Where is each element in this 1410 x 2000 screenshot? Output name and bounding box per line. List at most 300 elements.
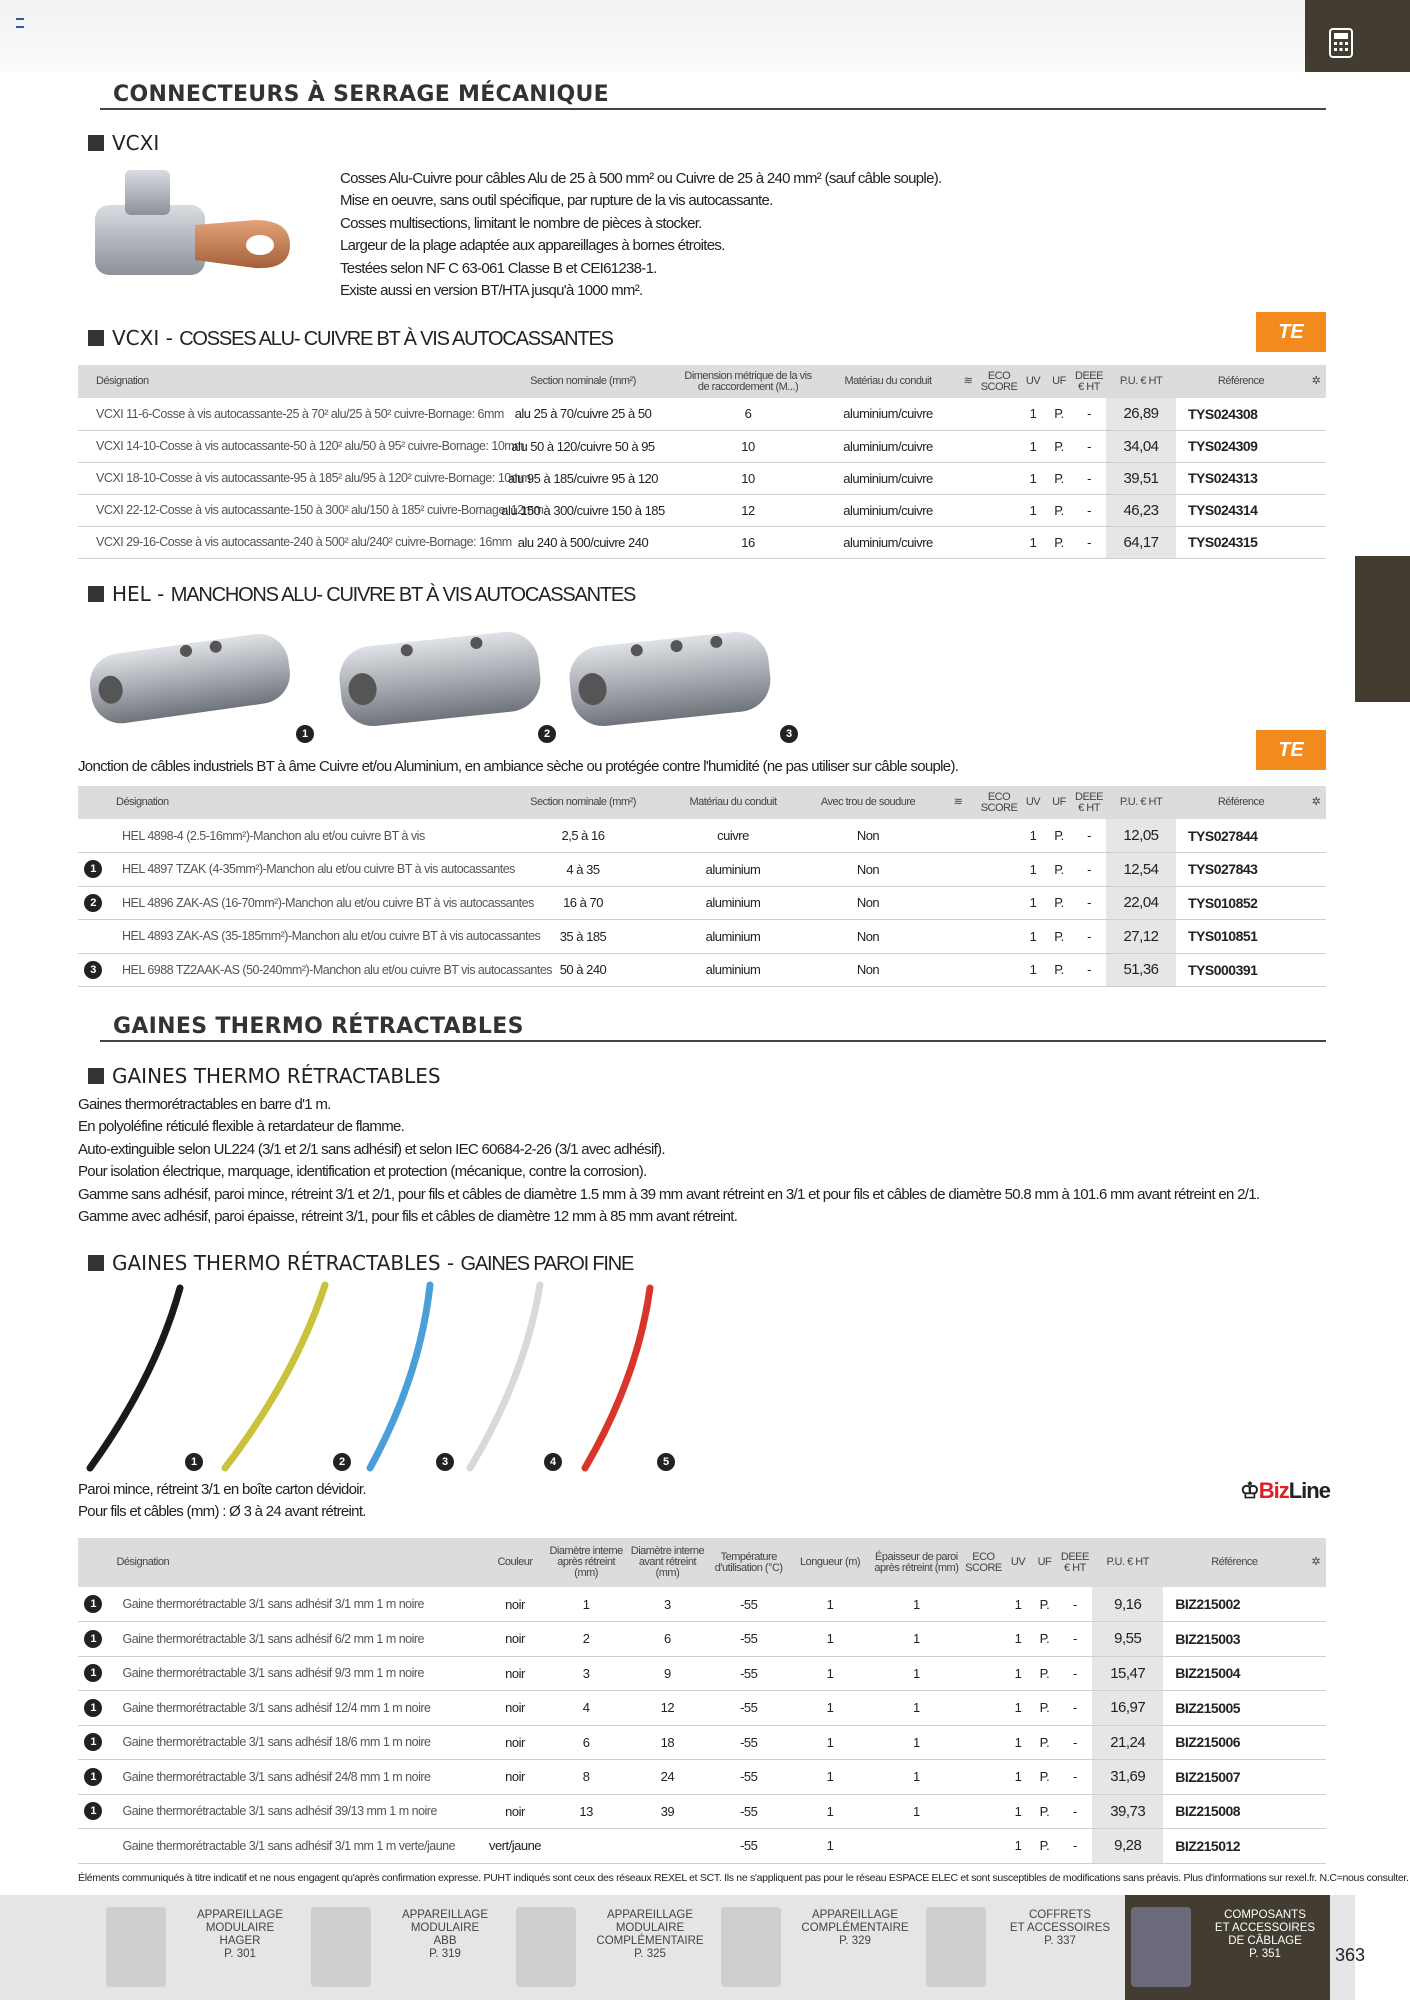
cell-deee: - (1072, 462, 1106, 494)
cell-action (1306, 1760, 1326, 1795)
category-label-line: ET ACCESSOIRES (1009, 1922, 1111, 1934)
cell-deee: - (1058, 1656, 1093, 1691)
gear-icon[interactable]: ✲ (1306, 786, 1326, 819)
cell-uv: 1 (1005, 1829, 1031, 1864)
cell-eco (978, 886, 1020, 920)
cell-reference: TYS024315 (1176, 526, 1306, 558)
cell-price: 22,04 (1106, 886, 1176, 920)
vcxi-table-heading (88, 326, 613, 351)
cell-materiau: aluminium/cuivre (818, 526, 958, 558)
cell-action (1306, 462, 1326, 494)
category-label-line: COMPLÉMENTAIRE (801, 1922, 909, 1934)
cell-designation: VCXI 22-12-Cosse à vis autocassante-150 à 300² alu/150 à 185² cuivre-Bornage: 12mm (78, 494, 488, 526)
cell-eco (978, 920, 1020, 954)
table-row[interactable] (78, 1587, 1326, 1622)
cell-epaisseur (871, 1829, 962, 1864)
cell-section: 4 à 35 (498, 853, 668, 887)
cell-temp: -55 (708, 1829, 789, 1864)
cell-uf: P. (1046, 886, 1072, 920)
cell-deee: - (1072, 819, 1106, 853)
cell-section: 35 à 185 (498, 920, 668, 954)
cell-uv: 1 (1020, 886, 1046, 920)
cell-deee: - (1072, 853, 1106, 887)
cell-uv: 1 (1020, 430, 1046, 462)
cell-price: 15,47 (1092, 1656, 1163, 1691)
wifi-icon: ≋ (958, 365, 978, 398)
table-row[interactable] (78, 1725, 1326, 1760)
col-designation: Désignation (108, 1538, 484, 1587)
category-label-line: HAGER (219, 1935, 261, 1947)
cell-dimension: 10 (678, 462, 818, 494)
row-number (78, 920, 108, 954)
top-bar (0, 0, 1305, 72)
cell-reference: BIZ215008 (1163, 1794, 1305, 1829)
cell-materiau: aluminium (668, 853, 798, 887)
row-number-badge: 3 (84, 961, 102, 979)
category-link[interactable] (305, 1895, 510, 2000)
col-section: Section nominale (mm²) (488, 365, 678, 398)
hel-table (78, 786, 1326, 987)
bullet-square (88, 1068, 104, 1084)
cell-action (1306, 1656, 1326, 1691)
bullet-square (88, 135, 104, 151)
heat-shrink-tube (370, 1285, 430, 1468)
cell-epaisseur: 1 (871, 1794, 962, 1829)
cell-eco (978, 430, 1020, 462)
table-row[interactable] (78, 1691, 1326, 1726)
vcxi-desc-line: Mise en oeuvre, sans outil spécifique, par rupture de la vis autocassante. (340, 192, 773, 210)
cell-materiau: aluminium (668, 920, 798, 954)
cell-eco (962, 1760, 1005, 1795)
col-dimension: Dimension métrique de la vis de raccordement (M...) (678, 365, 818, 398)
col-uv: UV (1005, 1538, 1031, 1587)
category-label (1205, 1909, 1325, 1961)
bizline-crown-icon: ♔ (1240, 1478, 1259, 1503)
col-uf: UF (1046, 786, 1072, 819)
row-number (78, 1760, 108, 1795)
category-label (385, 1909, 505, 1961)
cell-designation: Gaine thermorétractable 3/1 sans adhésif 9/3 mm 1 m noire (108, 1656, 484, 1691)
cell-uf: P. (1046, 853, 1072, 887)
gear-icon[interactable]: ✲ (1306, 1538, 1326, 1587)
cell-di-apres (545, 1829, 626, 1864)
cell-price: 34,04 (1106, 430, 1176, 462)
cell-di-avant: 3 (627, 1587, 708, 1622)
cell-reference: BIZ215003 (1163, 1622, 1305, 1657)
cell-reference: BIZ215006 (1163, 1725, 1305, 1760)
cell-couleur: noir (485, 1656, 546, 1691)
cell-di-apres: 1 (545, 1587, 626, 1622)
cell-longueur: 1 (789, 1587, 870, 1622)
cell-deee: - (1072, 526, 1106, 558)
cell-deee: - (1058, 1622, 1093, 1657)
category-thumbnail-icon (1131, 1907, 1191, 1987)
cell-uf: P. (1046, 398, 1072, 430)
table-row[interactable] (78, 526, 1326, 558)
cell-longueur: 1 (789, 1656, 870, 1691)
cell-action (1306, 953, 1326, 987)
menu-icon[interactable] (16, 18, 24, 28)
row-number-badge: 1 (84, 860, 102, 878)
cell-uv: 1 (1020, 494, 1046, 526)
table-row[interactable] (78, 1656, 1326, 1691)
table-row[interactable] (78, 819, 1326, 853)
cell-couleur: noir (485, 1794, 546, 1829)
fine-heading (88, 1251, 633, 1276)
cell-price: 12,05 (1106, 819, 1176, 853)
table-header (78, 1538, 1326, 1587)
cell-dimension: 16 (678, 526, 818, 558)
cell-price: 31,69 (1092, 1760, 1163, 1795)
cell-di-avant: 24 (627, 1760, 708, 1795)
cell-uv: 1 (1020, 819, 1046, 853)
cell-action (1306, 886, 1326, 920)
col-epaisseur: Épaisseur de paroi après rétreint (mm) (871, 1538, 962, 1587)
table-row[interactable] (78, 853, 1326, 887)
table-row[interactable] (78, 430, 1326, 462)
cell-couleur: noir (485, 1725, 546, 1760)
section-title-gaines: GAINES THERMO RÉTRACTABLES (113, 1014, 524, 1039)
cell-epaisseur: 1 (871, 1691, 962, 1726)
cell-di-apres: 2 (545, 1622, 626, 1657)
col-section: Section nominale (mm²) (498, 786, 668, 819)
cell-eco (962, 1587, 1005, 1622)
cell-action (1306, 1587, 1326, 1622)
col-ref: Référence (1176, 786, 1306, 819)
cell-materiau: cuivre (668, 819, 798, 853)
heat-shrink-tubes-image (80, 1280, 680, 1475)
image-label-badge: 3 (780, 725, 798, 743)
side-chapter-tab[interactable] (1355, 556, 1410, 702)
cell-reference: TYS024314 (1176, 494, 1306, 526)
cell-designation: VCXI 18-10-Cosse à vis autocassante-95 à 185² alu/95 à 120² cuivre-Bornage: 10mm (78, 462, 488, 494)
row-number (78, 853, 108, 887)
cell-di-avant: 12 (627, 1691, 708, 1726)
cell-deee: - (1072, 494, 1106, 526)
cell-eco (978, 819, 1020, 853)
cell-uf: P. (1046, 953, 1072, 987)
cell-materiau: aluminium (668, 886, 798, 920)
cell-reference: TYS024308 (1176, 398, 1306, 430)
col-uf: UF (1031, 1538, 1057, 1587)
table-row[interactable] (78, 398, 1326, 430)
cell-uv: 1 (1005, 1760, 1031, 1795)
cell-temp: -55 (708, 1691, 789, 1726)
category-label-line: P. 325 (634, 1948, 666, 1960)
table-row[interactable] (78, 1794, 1326, 1829)
category-label (180, 1909, 300, 1961)
fine-table (78, 1538, 1326, 1864)
table-row[interactable] (78, 462, 1326, 494)
cell-di-avant: 18 (627, 1725, 708, 1760)
image-label-badge: 3 (436, 1453, 454, 1471)
cell-di-avant (627, 1829, 708, 1864)
category-thumbnail-icon (721, 1907, 781, 1987)
row-number (78, 1794, 108, 1829)
category-link[interactable] (510, 1895, 715, 2000)
row-number-badge: 1 (84, 1630, 102, 1648)
cell-dimension: 6 (678, 398, 818, 430)
cell-wifi (958, 462, 978, 494)
vcxi-desc-line: Testées selon NF C 63-061 Classe B et CEI61238-1. (340, 259, 657, 277)
col-eco: ECO SCORE (962, 1538, 1005, 1587)
row-number-badge: 1 (84, 1768, 102, 1786)
te-logo: TE (1256, 312, 1326, 352)
cell-longueur: 1 (789, 1725, 870, 1760)
vcxi-title: VCXI (112, 131, 160, 155)
cell-action (1306, 430, 1326, 462)
fine-desc-line: Pour fils et câbles (mm) : Ø 3 à 24 avant rétreint. (78, 1503, 366, 1521)
vcxi-table-title-a: VCXI - (112, 326, 180, 350)
col-deee: DEEE € HT (1072, 786, 1106, 819)
col-soudure: Avec trou de soudure (798, 786, 938, 819)
row-number (78, 1622, 108, 1657)
cell-action (1306, 920, 1326, 954)
page-number: 363 (1335, 1945, 1366, 1965)
cell-eco (978, 853, 1020, 887)
category-label-line: P. 301 (224, 1948, 256, 1960)
cell-designation: Gaine thermorétractable 3/1 sans adhésif 18/6 mm 1 m noire (108, 1725, 484, 1760)
cell-action (1306, 494, 1326, 526)
cell-materiau: aluminium/cuivre (818, 398, 958, 430)
cell-reference: TYS000391 (1176, 953, 1306, 987)
cell-uv: 1 (1020, 953, 1046, 987)
cell-uv: 1 (1020, 398, 1046, 430)
cell-epaisseur: 1 (871, 1622, 962, 1657)
bullet-square (88, 330, 104, 346)
cell-price: 46,23 (1106, 494, 1176, 526)
cell-designation: HEL 4893 ZAK-AS (35-185mm²)-Manchon alu et/ou cuivre BT à vis autocassantes (108, 920, 498, 954)
cell-couleur: noir (485, 1587, 546, 1622)
wifi-icon: ≋ (938, 786, 978, 819)
row-number (78, 953, 108, 987)
catalog-tab[interactable] (1305, 0, 1410, 72)
category-label-line: P. 329 (839, 1935, 871, 1947)
cell-materiau: aluminium (668, 953, 798, 987)
cell-section: alu 25 à 70/cuivre 25 à 50 (488, 398, 678, 430)
table-row[interactable] (78, 1622, 1326, 1657)
gear-icon[interactable]: ✲ (1306, 365, 1326, 398)
category-label-line: COMPLÉMENTAIRE (596, 1935, 704, 1947)
cell-price: 9,28 (1092, 1829, 1163, 1864)
table-row[interactable] (78, 1760, 1326, 1795)
cell-uv: 1 (1005, 1656, 1031, 1691)
cell-designation: HEL 4898-4 (2.5-16mm²)-Manchon alu et/ou cuivre BT à vis (108, 819, 498, 853)
category-label-line: MODULAIRE (205, 1922, 275, 1934)
vcxi-heading (88, 131, 159, 155)
col-designation: Désignation (108, 786, 498, 819)
cell-action (1306, 1622, 1326, 1657)
cell-uv: 1 (1005, 1725, 1031, 1760)
hel-sleeves-image (80, 620, 800, 750)
cell-action (1306, 1829, 1326, 1864)
cell-section: 50 à 240 (498, 953, 668, 987)
cell-reference: TYS010852 (1176, 886, 1306, 920)
heat-shrink-tube (470, 1285, 540, 1468)
cell-di-apres: 6 (545, 1725, 626, 1760)
section-rule (100, 1040, 1326, 1042)
cell-di-avant: 39 (627, 1794, 708, 1829)
cell-designation: VCXI 14-10-Cosse à vis autocassante-50 à 120² alu/50 à 95² cuivre-Bornage: 10mm (78, 430, 488, 462)
cell-section: alu 150 à 300/cuivre 150 à 185 (488, 494, 678, 526)
cell-epaisseur: 1 (871, 1725, 962, 1760)
cell-eco (962, 1622, 1005, 1657)
hel-description: Jonction de câbles industriels BT à âme Cuivre et/ou Aluminium, en ambiance sèche ou protégée contre l'humidité (ne pas utiliser sur câble souple). (78, 758, 959, 775)
image-label-badge: 2 (538, 725, 556, 743)
col-materiau: Matériau du conduit (668, 786, 798, 819)
cell-price: 27,12 (1106, 920, 1176, 954)
hel-title-b: MANCHONS ALU- CUIVRE BT À VIS AUTOCASSANTES (170, 584, 636, 606)
category-link[interactable] (1125, 1895, 1330, 2000)
vcxi-desc-line: Cosses Alu-Cuivre pour câbles Alu de 25 à 500 mm² ou Cuivre de 25 à 240 mm² (sauf câble souple). (340, 170, 942, 187)
cell-designation: HEL 6988 TZ2AAK-AS (50-240mm²)-Manchon alu et/ou cuivre BT vis autocassantes (108, 953, 498, 987)
fine-description (78, 1479, 366, 1524)
gaines-desc-line: Gamme sans adhésif, paroi mince, rétreint 3/1 et 2/1, pour fils et câbles de diamètre 1.5 mm à 39 mm avant rétreint en 3/1 et pour fils et câbles de diamètre 50.8 mm à 101.6 mm avant rétreint en 2/1. (78, 1185, 1260, 1203)
table-row[interactable] (78, 953, 1326, 987)
bullet-square (88, 1255, 104, 1271)
table-row[interactable] (78, 494, 1326, 526)
cell-couleur: noir (485, 1622, 546, 1657)
heat-shrink-tube (90, 1288, 180, 1468)
category-label (590, 1909, 710, 1961)
category-label-line: ET ACCESSOIRES (1214, 1922, 1316, 1934)
category-thumbnail-icon (516, 1907, 576, 1987)
cell-temp: -55 (708, 1622, 789, 1657)
cell-longueur: 1 (789, 1622, 870, 1657)
row-number-badge: 1 (84, 1699, 102, 1717)
category-thumbnail-icon (311, 1907, 371, 1987)
cell-section: alu 240 à 500/cuivre 240 (488, 526, 678, 558)
hel-title-a: HEL - (112, 582, 171, 606)
cell-eco (978, 398, 1020, 430)
image-label-badge: 2 (333, 1453, 351, 1471)
cell-section: alu 50 à 120/cuivre 50 à 95 (488, 430, 678, 462)
cell-wifi (938, 886, 978, 920)
footer-disclaimer: Éléments communiqués à titre indicatif et ne nous engagent qu'après confirmation expresse. PUHT indiqués sont ceux des réseaux REXEL et SCT. Ils ne s'appliquent pas pour le réseau ESPACE ELEC et sont susceptibles de modifications sans préavis. Plus d'informations sur rexel.fr. N.C=nous consulter. (78, 1872, 1409, 1884)
cell-uv: 1 (1005, 1794, 1031, 1829)
cell-uf: P. (1031, 1622, 1057, 1657)
cell-reference: BIZ215005 (1163, 1691, 1305, 1726)
cell-couleur: noir (485, 1760, 546, 1795)
col-di-apres: Diamètre interne après rétreint (mm) (545, 1538, 626, 1587)
cell-eco (962, 1656, 1005, 1691)
cell-action (1306, 1691, 1326, 1726)
row-number (78, 1691, 108, 1726)
cell-deee: - (1058, 1691, 1093, 1726)
cell-epaisseur: 1 (871, 1760, 962, 1795)
cell-longueur: 1 (789, 1691, 870, 1726)
cell-eco (962, 1691, 1005, 1726)
image-label-badge: 4 (544, 1453, 562, 1471)
cell-eco (978, 953, 1020, 987)
cell-designation: Gaine thermorétractable 3/1 sans adhésif 24/8 mm 1 m noire (108, 1760, 484, 1795)
category-label-line: P. 337 (1044, 1935, 1076, 1947)
section-title-connecteurs: CONNECTEURS À SERRAGE MÉCANIQUE (113, 82, 609, 107)
cell-di-apres: 8 (545, 1760, 626, 1795)
cell-reference: TYS027844 (1176, 819, 1306, 853)
cell-dimension: 10 (678, 430, 818, 462)
cell-action (1306, 1794, 1326, 1829)
cell-uf: P. (1031, 1587, 1057, 1622)
vcxi-table (78, 365, 1326, 559)
cell-price: 21,24 (1092, 1725, 1163, 1760)
cell-action (1306, 398, 1326, 430)
col-deee: DEEE € HT (1072, 365, 1106, 398)
row-number-badge: 1 (84, 1733, 102, 1751)
col-eco: ECO SCORE (978, 365, 1020, 398)
gaines-desc-line: Gaines thermorétractables en barre d'1 m. (78, 1096, 331, 1113)
cell-temp: -55 (708, 1760, 789, 1795)
cell-soudure: Non (798, 953, 938, 987)
cell-designation: VCXI 29-16-Cosse à vis autocassante-240 à 500² alu/240² cuivre-Bornage: 16mm (78, 526, 488, 558)
cell-uv: 1 (1005, 1691, 1031, 1726)
cell-action (1306, 853, 1326, 887)
category-label-line: COFFRETS (1029, 1909, 1091, 1921)
cell-action (1306, 1725, 1326, 1760)
cell-price: 9,16 (1092, 1587, 1163, 1622)
col-longueur: Longueur (m) (789, 1538, 870, 1587)
cell-uf: P. (1046, 462, 1072, 494)
category-label-line: MODULAIRE (615, 1922, 685, 1934)
cell-dimension: 12 (678, 494, 818, 526)
row-number (78, 1656, 108, 1691)
col-uv: UV (1020, 365, 1046, 398)
category-link[interactable] (920, 1895, 1125, 2000)
bizline-logo-a: Biz (1258, 1478, 1289, 1503)
category-label (795, 1909, 915, 1948)
table-row[interactable] (78, 920, 1326, 954)
cell-designation: HEL 4896 ZAK-AS (16-70mm²)-Manchon alu et/ou cuivre BT à vis autocassantes (108, 886, 498, 920)
cell-reference: BIZ215012 (1163, 1829, 1305, 1864)
cell-designation: Gaine thermorétractable 3/1 sans adhésif 6/2 mm 1 m noire (108, 1622, 484, 1657)
te-logo: TE (1256, 730, 1326, 770)
section-rule (100, 108, 1326, 110)
cell-reference: TYS010851 (1176, 920, 1306, 954)
cell-uv: 1 (1020, 920, 1046, 954)
cell-couleur: vert/jaune (485, 1829, 546, 1864)
cell-uv: 1 (1005, 1622, 1031, 1657)
category-label (1000, 1909, 1120, 1948)
category-label-line: APPAREILLAGE (606, 1909, 694, 1921)
gaines-heading (88, 1064, 441, 1088)
cell-reference: TYS024309 (1176, 430, 1306, 462)
table-row[interactable] (78, 886, 1326, 920)
vcxi-desc-line: Existe aussi en version BT/HTA jusqu'à 1000 mm². (340, 282, 643, 300)
row-number-badge: 1 (84, 1595, 102, 1613)
col-couleur: Couleur (485, 1538, 546, 1587)
category-link[interactable] (100, 1895, 305, 2000)
cell-temp: -55 (708, 1656, 789, 1691)
cell-uf: P. (1046, 920, 1072, 954)
cell-designation: Gaine thermorétractable 3/1 sans adhésif 12/4 mm 1 m noire (108, 1691, 484, 1726)
row-number (78, 1587, 108, 1622)
category-link[interactable] (715, 1895, 920, 2000)
col-di-avant: Diamètre interne avant rétreint (mm) (627, 1538, 708, 1587)
cell-epaisseur: 1 (871, 1587, 962, 1622)
cell-wifi (938, 920, 978, 954)
heat-shrink-tube (585, 1288, 650, 1468)
cell-uf: P. (1046, 430, 1072, 462)
cell-temp: -55 (708, 1794, 789, 1829)
cell-price: 12,54 (1106, 853, 1176, 887)
cell-soudure: Non (798, 886, 938, 920)
vcxi-table-title-b: COSSES ALU- CUIVRE BT À VIS AUTOCASSANTES (179, 328, 613, 350)
bullet-square (88, 586, 104, 602)
cell-eco (962, 1794, 1005, 1829)
table-row[interactable] (78, 1829, 1326, 1864)
cell-deee: - (1072, 920, 1106, 954)
cell-uf: P. (1031, 1760, 1057, 1795)
